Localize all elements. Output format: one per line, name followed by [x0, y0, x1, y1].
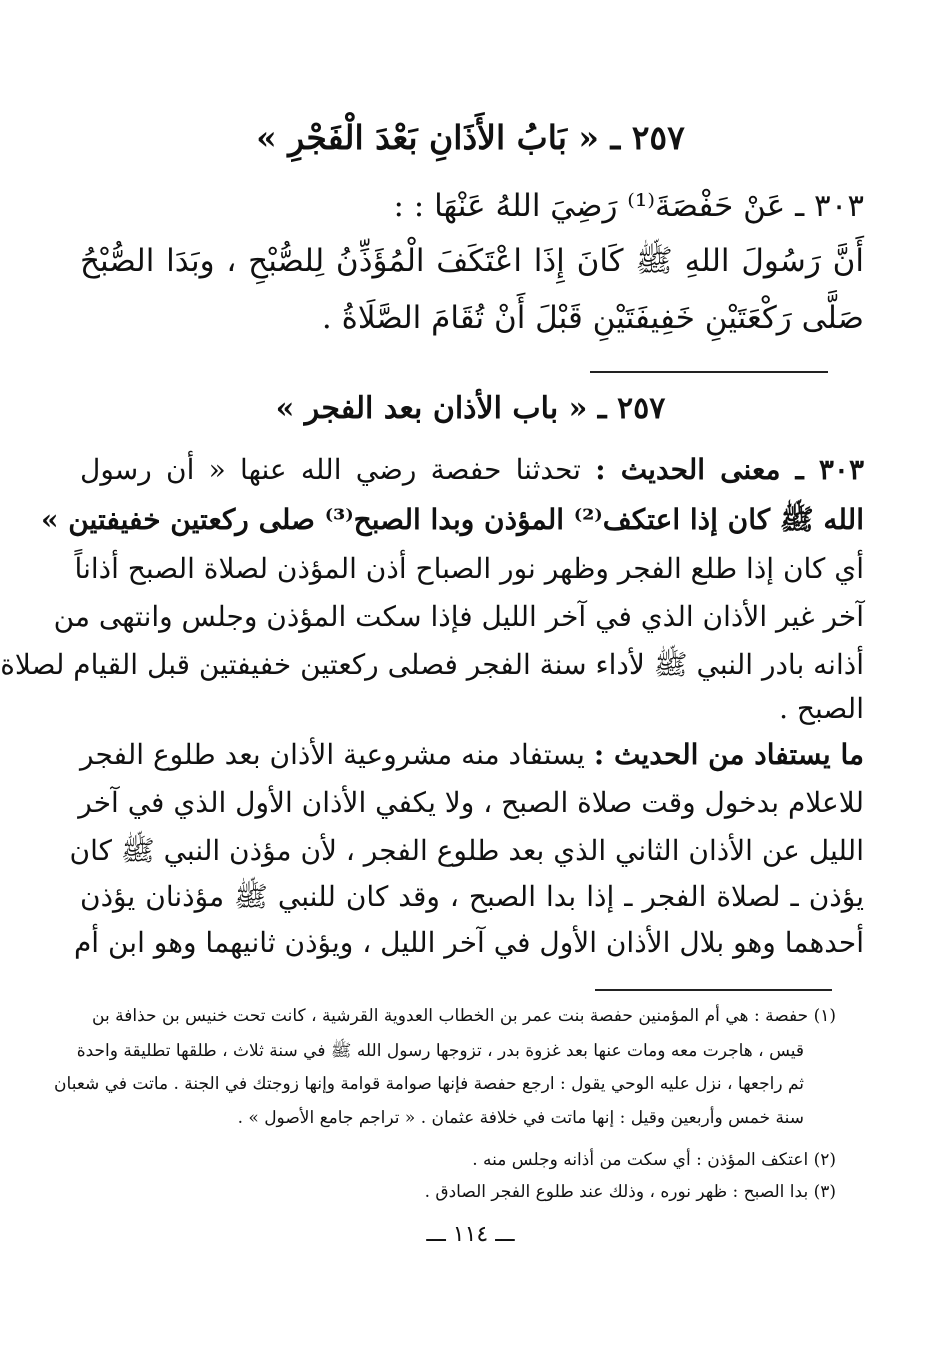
hadith-intro: ٣٠٣ ـ عَنْ حَفْصَةَ⁽¹⁾ رَضِيَ اللهُ عَنْهَا : : — [393, 188, 864, 224]
meaning-quote-line: الله ﷺ كان إذا اعتكف⁽²⁾ المؤذن وبدا الصبح⁽³⁾ صلى ركعتين خفيفتين » — [40, 503, 864, 536]
section-heading: ٢٥٧ ـ « باب الأذان بعد الفجر » — [275, 391, 666, 426]
benefit-line: الليل عن الأذان الثاني الذي بعد طلوع الفجر ، لأن مؤذن النبي ﷺ كان — [69, 834, 864, 867]
footnote-1-line: قيس ، هاجرت معه ومات عنها بعد غزوة بدر ، تزوجها رسول الله ﷺ في سنة ثلاث ، طلقها تطليقة واحدة — [76, 1041, 804, 1061]
meaning-line: الصبح . — [779, 692, 864, 725]
hadith-text-line: أَنَّ رَسُولَ اللهِ ﷺ كَانَ إِذَا اعْتَكَفَ الْمُؤَذِّنُ لِلصُّبْحِ ، وبَدَا الصُّبْحُ — [80, 243, 864, 279]
meaning-line: أي كان إذا طلع الفجر وظهر نور الصباح أذن المؤذن لصلاة الصبح أذاناً — [74, 552, 864, 585]
benefit-line: يؤذن ـ لصلاة الفجر ـ إذا بدا الصبح ، وقد كان للنبي ﷺ مؤذنان يؤذن — [80, 880, 864, 913]
benefit-line: للاعلام بدخول وقت صلاة الصبح ، ولا يكفي الأذان الأول الذي في آخر — [78, 786, 864, 819]
benefit-line — [80, 738, 864, 771]
meaning-line: أذانه بادر النبي ﷺ لأداء سنة الفجر فصلى ركعتين خفيفتين قبل القيام لصلاة — [0, 648, 864, 681]
benefit-line-text: يستفاد منه مشروعية الأذان بعد طلوع الفجر — [80, 738, 585, 771]
footnote-3: (٣) بدا الصبح : ظهر نوره ، وذلك عند طلوع الفجر الصادق . — [424, 1182, 836, 1202]
meaning-label: ٣٠٣ ـ معنى الحديث : — [595, 453, 864, 486]
footnote-2: (٢) اعتكف المؤذن : أي سكت من أذانه وجلس منه . — [472, 1150, 836, 1170]
footnote-1-line: سنة خمس وأربعين وقيل : إنها ماتت في خلافة عثمان . « تراجم جامع الأصول » . — [237, 1108, 804, 1128]
meaning-line: آخر غير الأذان الذي في آخر الليل فإذا سكت المؤذن وجلس وانتهى من — [53, 600, 864, 633]
section-heading-vocalized: ٢٥٧ ـ « بَابُ الأَذَانِ بَعْدَ الْفَجْرِ » — [256, 118, 685, 157]
benefit-label: ما يستفاد من الحديث : — [593, 738, 864, 771]
separator-rule — [590, 371, 828, 373]
hadith-text-line: صَلَّى رَكْعَتَيْنِ خَفِيفَتَيْنِ قَبْلَ أَنْ تُقَامَ الصَّلَاةُ . — [321, 300, 864, 336]
page-number: ـــ ١١٤ ـــ — [426, 1222, 515, 1247]
footnote-1-line: (١) حفصة : هي أم المؤمنين حفصة بنت عمر بن الخطاب العدوية القرشية ، كانت تحت خنيس بن حذافة بن — [92, 1006, 836, 1026]
meaning-line-text: تحدثنا حفصة رضي الله عنها « أن رسول — [80, 453, 581, 486]
footnote-separator — [595, 989, 832, 991]
benefit-line: أحدهما وهو بلال الأذان الأول في آخر الليل ، ويؤذن ثانيهما وهو ابن أم — [73, 926, 864, 959]
meaning-line — [80, 453, 864, 486]
footnote-1-line: ثم راجعها ، نزل عليه الوحي يقول : ارجع حفصة فإنها صوامة قوامة وإنها زوجتك في الجنة . ماتت في شعبان — [54, 1074, 804, 1094]
